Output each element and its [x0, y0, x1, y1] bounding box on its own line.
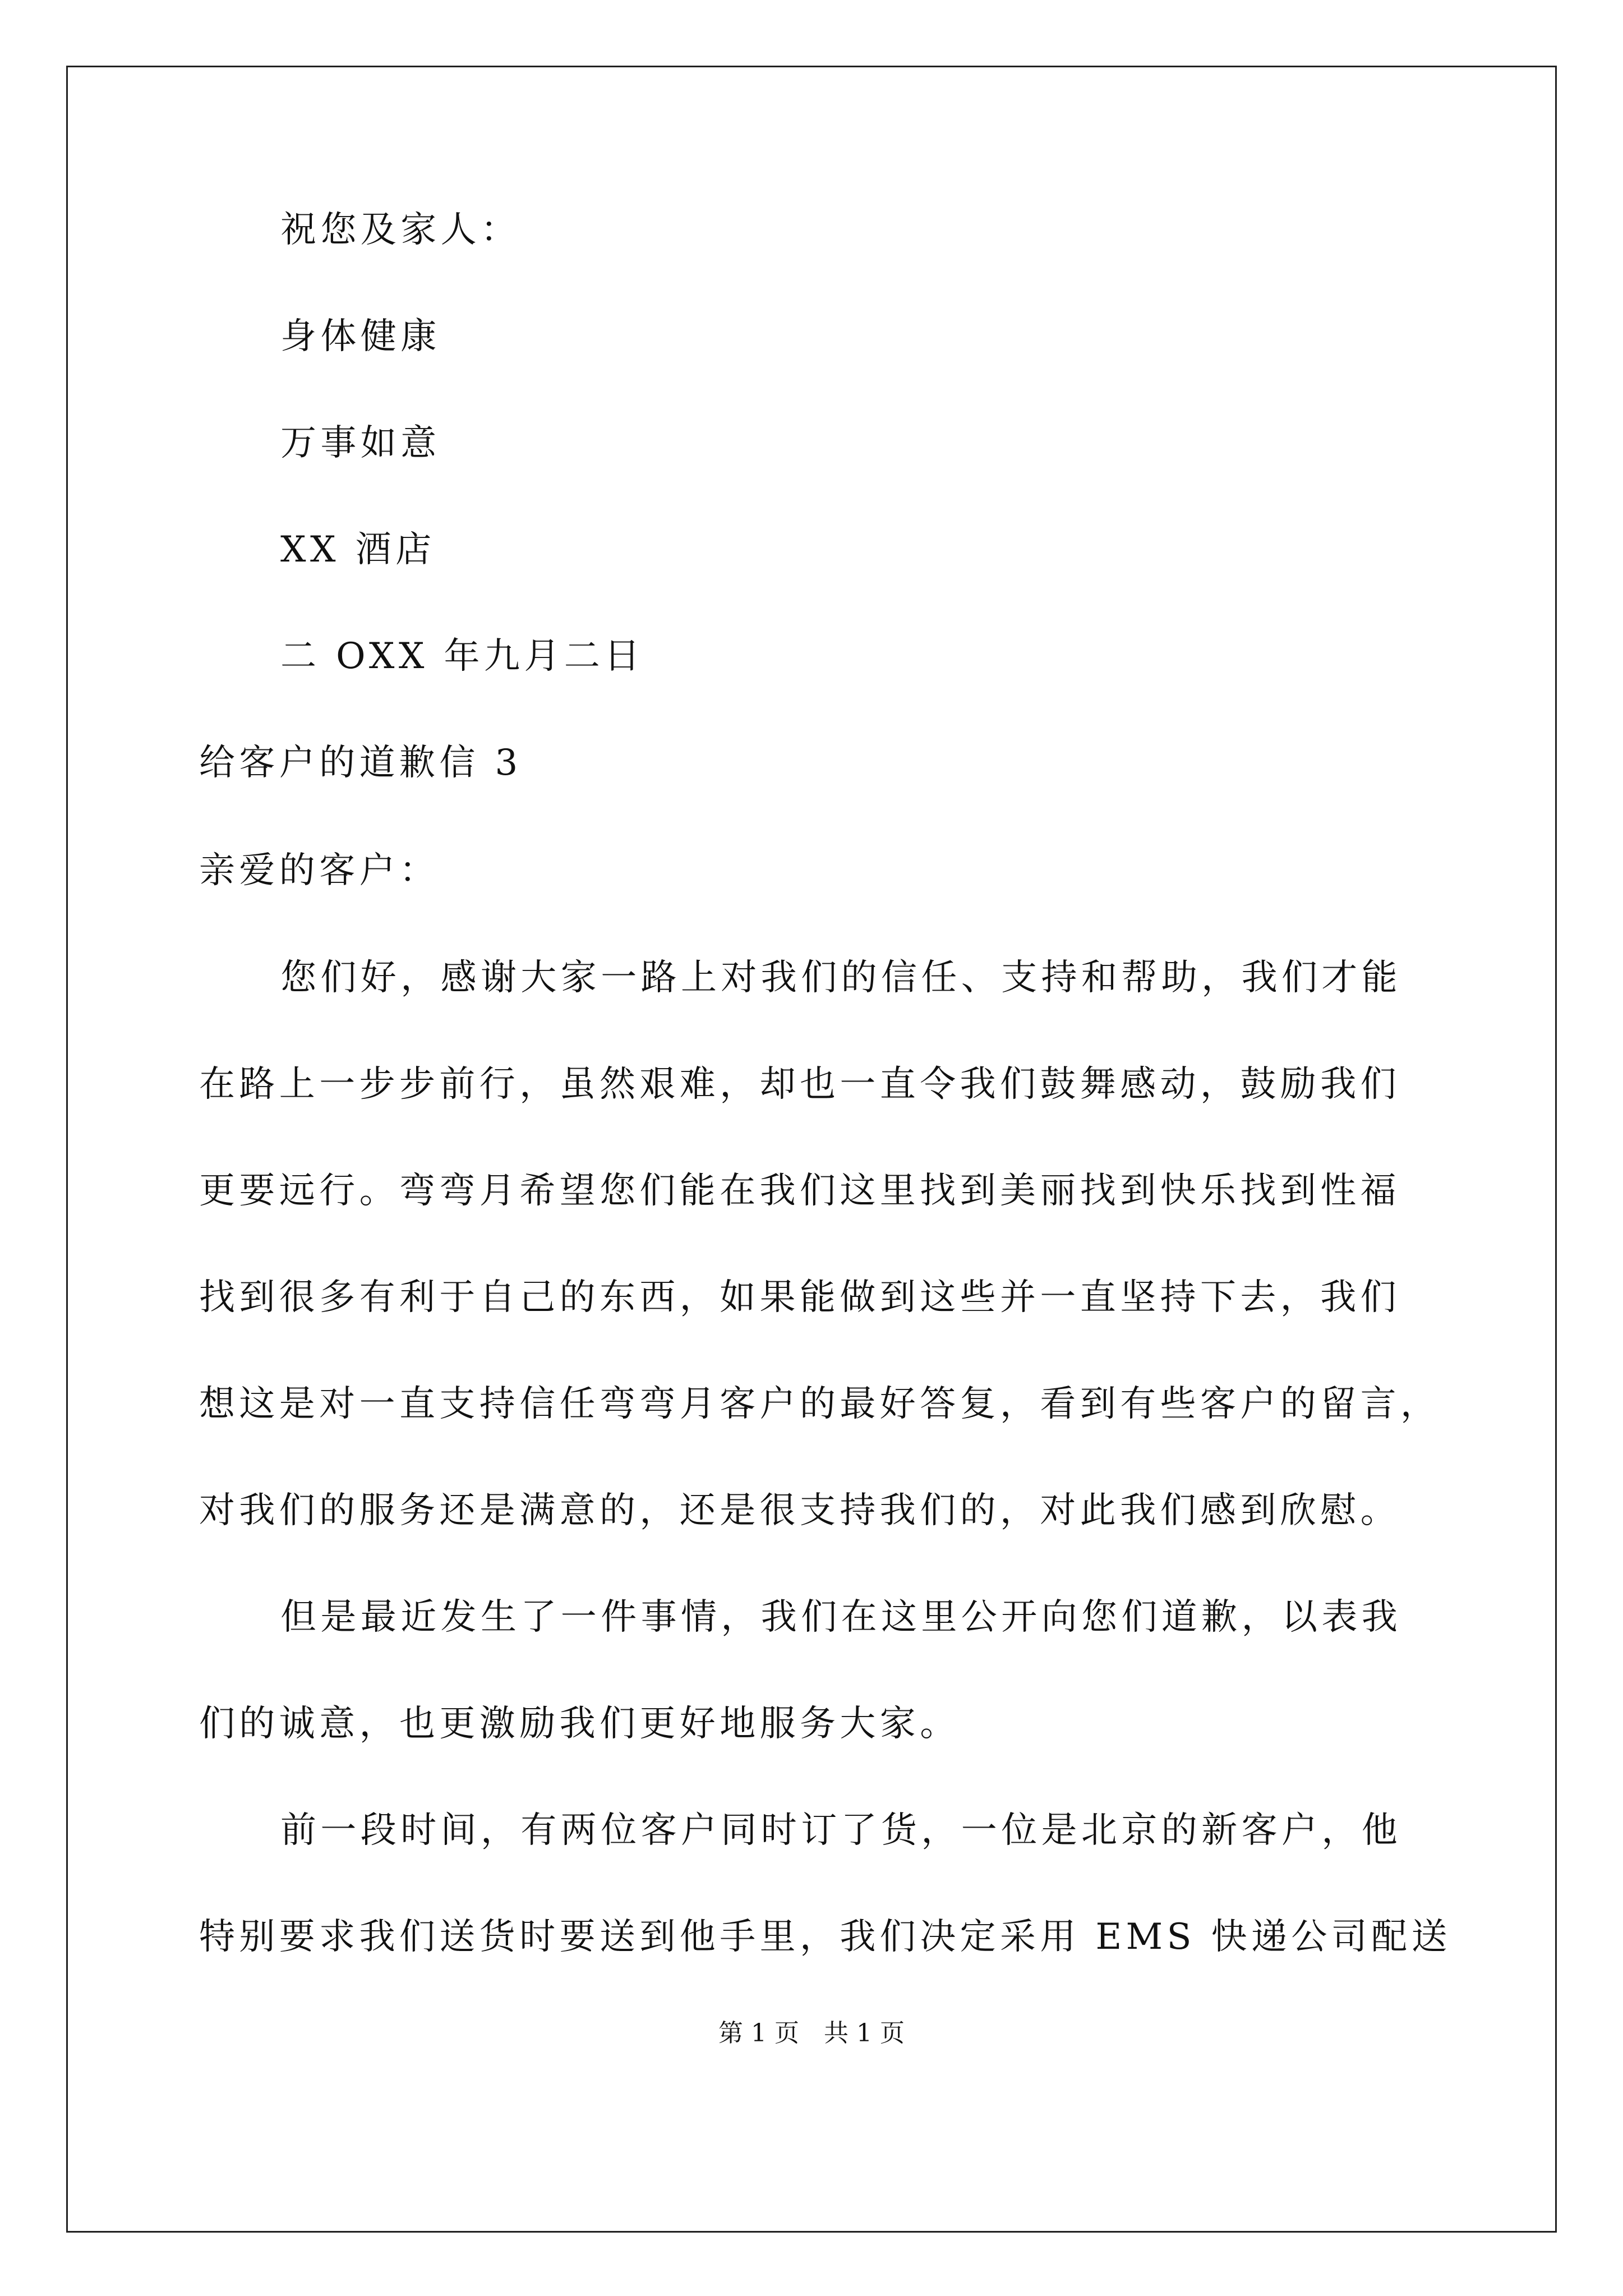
paragraph-1-line-5: 想这是对一直支持信任弯弯月客户的最好答复，看到有些客户的留言， [199, 1383, 1441, 1425]
paragraph-1-line-4: 找到很多有利于自己的东西，如果能做到这些并一直坚持下去，我们 [199, 1277, 1400, 1318]
paragraph-3-line-2: 特别要求我们送货时要送到他手里，我们决定采用 EMS 快递公司配送 [199, 1916, 1451, 1958]
paragraph-2-line-2: 们的诚意，也更激励我们更好地服务大家。 [199, 1703, 960, 1745]
section-heading: 给客户的道歉信 3 [199, 742, 522, 784]
paragraph-1-line-6: 对我们的服务还是满意的，还是很支持我们的，对此我们感到欣慰。 [199, 1490, 1400, 1531]
paragraph-3-line-1: 前一段时间，有两位客户同时订了货，一位是北京的新客户，他 [280, 1810, 1402, 1851]
greeting-line: 祝您及家人： [280, 209, 521, 251]
paragraph-1-line-1: 您们好，感谢大家一路上对我们的信任、支持和帮助，我们才能 [280, 957, 1402, 999]
paragraph-1-line-2: 在路上一步步前行，虽然艰难，却也一直令我们鼓舞感动，鼓励我们 [199, 1064, 1400, 1105]
paragraph-1-line-3: 更要远行。弯弯月希望您们能在我们这里找到美丽找到快乐找到性福 [199, 1170, 1400, 1212]
paragraph-2-line-1: 但是最近发生了一件事情，我们在这里公开向您们道歉，以表我 [280, 1596, 1402, 1638]
page-border [66, 66, 1557, 2233]
wish-health: 身体健康 [280, 316, 441, 357]
letter-date: 二 OXX 年九月二日 [280, 636, 644, 677]
page-footer: 第 1 页 共 1 页 [718, 2019, 905, 2047]
sender-hotel: XX 酒店 [280, 529, 436, 570]
salutation: 亲爱的客户： [199, 850, 440, 891]
wish-success: 万事如意 [280, 422, 441, 464]
